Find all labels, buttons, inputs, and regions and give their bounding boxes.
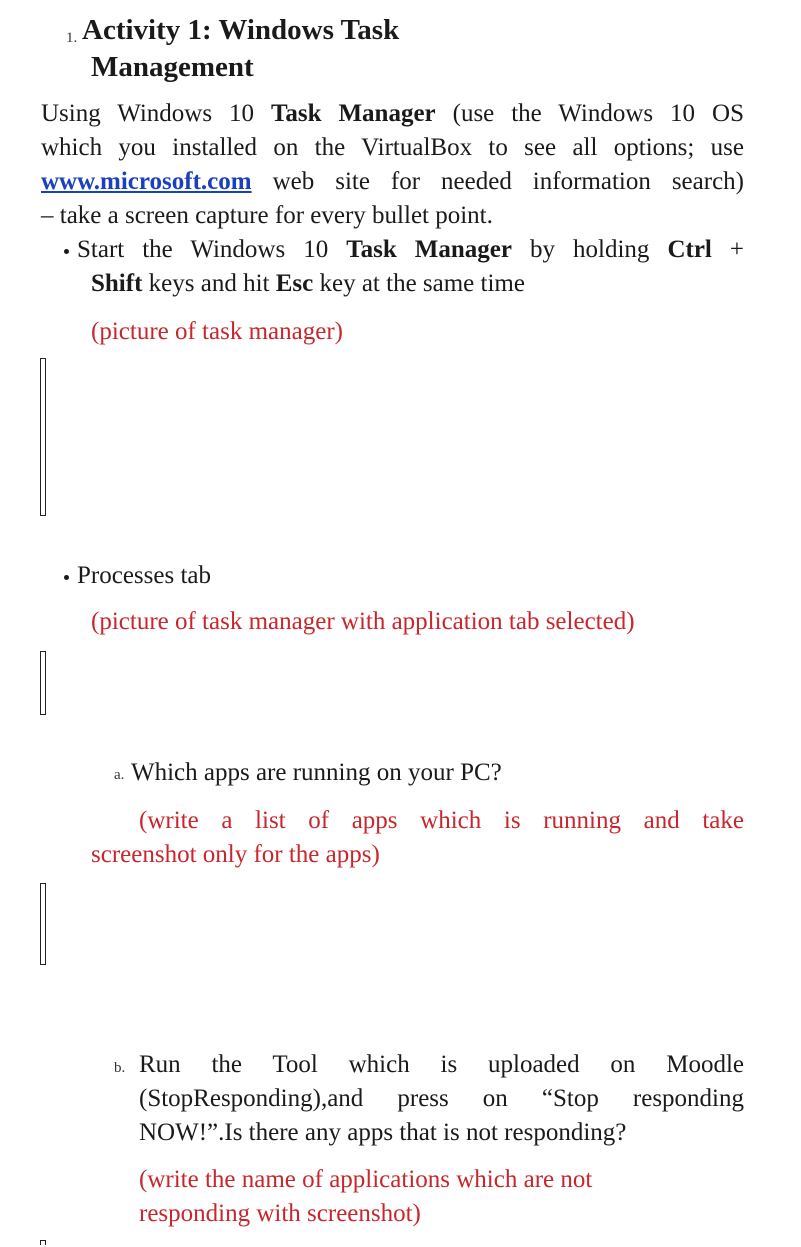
bullet-dot bbox=[64, 249, 69, 254]
screenshot-placeholder-3 bbox=[40, 883, 46, 965]
item-a-label: a. bbox=[114, 767, 125, 783]
item-b-note-line1: (write the name of applications which are not bbox=[139, 1166, 593, 1193]
intro-line4: – take a screen capture for every bullet point. bbox=[41, 202, 493, 229]
bullet2-note: (picture of task manager with application tab selected) bbox=[91, 608, 635, 635]
item-b-label: b. bbox=[114, 1060, 126, 1076]
item-b-note-line2: responding with screenshot) bbox=[139, 1200, 421, 1227]
screenshot-placeholder-1 bbox=[40, 358, 46, 516]
microsoft-link[interactable]: www.microsoft.com bbox=[41, 168, 252, 195]
bullet1-note: (picture of task manager) bbox=[91, 318, 343, 345]
item-b-line3: NOW!”.Is there any apps that is not responding? bbox=[139, 1119, 627, 1146]
bullet1-line2: Shift keys and hit Esc key at the same time bbox=[91, 270, 525, 297]
item-a-question: Which apps are running on your PC? bbox=[131, 759, 502, 786]
activity-title-line1: Activity 1: Windows Task bbox=[82, 14, 400, 46]
activity-number: 1. bbox=[66, 30, 78, 46]
bullet-dot bbox=[64, 575, 69, 580]
item-a-note-line2: screenshot only for the apps) bbox=[91, 841, 380, 868]
activity-title-line2: Management bbox=[91, 51, 254, 83]
screenshot-placeholder-4 bbox=[40, 1240, 46, 1245]
intro-line3: www.microsoft.com web site for needed information search) bbox=[41, 168, 744, 195]
intro-line2: which you installed on the VirtualBox to see all options; use bbox=[41, 134, 744, 161]
item-b-line1: Run the Tool which is uploaded on Moodle bbox=[139, 1051, 744, 1078]
bullet2-line: Processes tab bbox=[64, 559, 211, 593]
screenshot-placeholder-2 bbox=[40, 651, 46, 715]
item-b-line2: (StopResponding),and press on “Stop responding bbox=[139, 1085, 744, 1112]
bullet1-line1: Start the Windows 10 Task Manager by holding Ctrl + bbox=[64, 233, 744, 267]
intro-line1: Using Windows 10 Task Manager (use the Windows 10 OS bbox=[41, 100, 744, 127]
item-a-note-line1: (write a list of apps which is running and take bbox=[139, 807, 744, 834]
